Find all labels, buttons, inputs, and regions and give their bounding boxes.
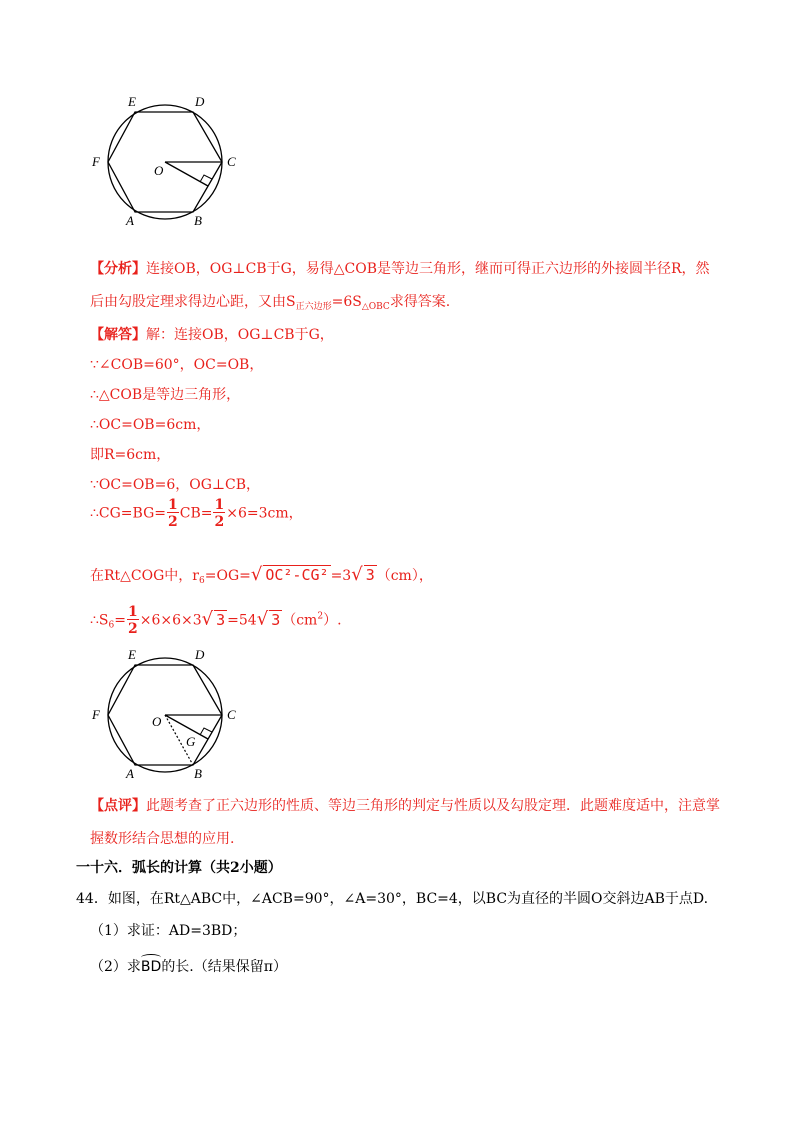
solution-line-4: ∴OC=OB=6cm，: [90, 417, 211, 433]
solution-line-2: ∵∠COB=60°，OC=OB，: [90, 357, 264, 373]
label-a: A: [126, 766, 134, 781]
label-d: D: [195, 95, 205, 109]
solution-line-7: ∴CG=BG= $\frac{1}{2}$ CB= $\frac{1}{2}$ ×6=3cm，: [90, 497, 303, 530]
label-e: E: [128, 95, 136, 109]
solution-line-8: 在Rt△COG中，$r_6=OG=√$ OC²-CG² =3√ 3 （cm），: [90, 564, 433, 586]
label-c: C: [227, 154, 236, 169]
fraction-half: $\frac{1}{2}$: [127, 604, 138, 637]
label-d: D: [195, 648, 205, 662]
radical: 3: [216, 610, 226, 629]
question-part-2: （2）求BD的长.（结果保留π）: [90, 959, 287, 975]
label-c: C: [227, 707, 236, 722]
comment-tag: 【点评】: [90, 798, 146, 814]
solution-line-1: 【解答】解：连接OB，OG⊥CB于G，: [90, 327, 334, 343]
comment-line-2: 握数形结合思想的应用.: [90, 831, 235, 847]
radical: 3: [365, 566, 375, 584]
label-f: F: [92, 154, 100, 169]
label-b: B: [194, 213, 202, 228]
solution-line-9: $\therefore S_6=$ $\frac{1}{2}$ ×6×6×3√ 3 =54√ 3 $(cm^2)$.: [90, 604, 342, 637]
solution-line-3: ∴△COB是等边三角形，: [90, 387, 241, 403]
label-o: O: [154, 163, 164, 178]
solution-line-6: ∵OC=OB=6，OG⊥CB，: [90, 477, 261, 493]
radical: OC²-CG²: [265, 566, 329, 584]
right-angle-mark: [200, 175, 212, 182]
section-heading: 一十六．弧长的计算（共2小题）: [76, 860, 282, 876]
label-o: O: [152, 714, 162, 729]
analysis-line-2: 后由勾股定理求得边心距，又由$S_{正六边形}=6S_{\triangle OBC}$求得答案.: [90, 294, 451, 312]
segment-og: [165, 162, 208, 186]
solution-line-5: 即R=6cm，: [90, 447, 171, 463]
label-a: A: [126, 213, 134, 228]
comment-line-1: 【点评】此题考查了正六边形的性质、等边三角形的判定与性质以及勾股定理．此题难度适中，注意掌: [90, 798, 720, 814]
fraction-half: $\frac{1}{2}$: [168, 497, 178, 530]
label-f: F: [92, 707, 100, 722]
question-part-1: （1）求证：AD=3BD；: [90, 923, 247, 939]
question-stem: 44．如图，在Rt△ABC中，∠ACB=90°，∠A=30°，BC=4，以BC为直径的半圆O交斜边AB于点D.: [76, 891, 709, 907]
analysis-tag: 【分析】: [90, 261, 146, 277]
radical: 3: [271, 610, 281, 629]
analysis-line-1: 【分析】连接OB，OG⊥CB于G，易得△COB是等边三角形，继而可得正六边形的外接圆半径R，然: [90, 261, 710, 277]
question-number: 44．: [76, 891, 108, 907]
label-g: G: [186, 734, 196, 749]
hexagon-figure-2: [88, 648, 248, 783]
solution-tag: 【解答】: [90, 327, 146, 343]
arc-bd: BD: [140, 959, 162, 975]
right-angle-mark: [200, 728, 212, 735]
label-b: B: [194, 766, 202, 781]
label-e: E: [128, 648, 136, 662]
fraction-half: $\frac{1}{2}$: [214, 497, 225, 530]
hexagon-figure-1: [88, 95, 248, 230]
